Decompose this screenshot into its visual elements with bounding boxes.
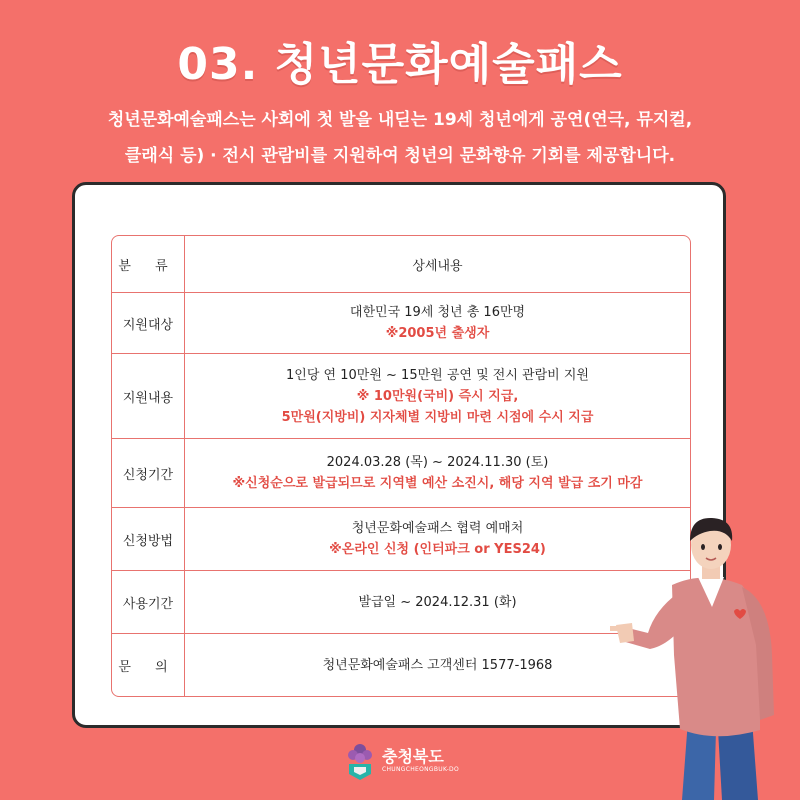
table-row: [112, 439, 690, 508]
detail-line: 청년문화예술패스 협력 예매처: [351, 521, 524, 536]
detail-note: ※2005년 출생자: [385, 326, 490, 341]
intro-line-2: 클래식 등) · 전시 관람비를 지원하여 청년의 문화향유 기회를 제공합니다.: [124, 146, 676, 166]
table-row: [112, 354, 690, 439]
detail-note: ※신청순으로 발급되므로 지역별 예산 소진시, 해당 지역 발급 조기 마감: [232, 476, 643, 491]
detail-line: 청년문화예술패스 고객센터 1577-1968: [322, 657, 553, 673]
detail-line: 2024.03.28 (목) ~ 2024.11.30 (토): [326, 455, 549, 470]
detail-note: ※온라인 신청 (인터파크 or YES24): [329, 542, 546, 557]
row-category: 신청기간: [112, 439, 185, 508]
detail-line: 1인당 연 10만원 ~ 15만원 공연 및 전시 관람비 지원: [286, 367, 589, 383]
table-row: [112, 293, 690, 354]
row-detail: [185, 439, 690, 508]
row-category: 지원내용: [112, 354, 185, 439]
chungcheongbuk-do-logo: [345, 740, 475, 785]
info-table: [111, 235, 691, 697]
logo-subtitle: CHUNGCHEONGBUK-DO: [382, 766, 460, 773]
intro-text: [60, 102, 740, 174]
row-category: 신청방법: [112, 508, 185, 571]
detail-line: 발급일 ~ 2024.12.31 (화): [358, 594, 517, 610]
detail-note: 5만원(지방비) 지자체별 지방비 마련 시점에 수시 지급: [281, 409, 594, 425]
table-header-row: [112, 236, 690, 293]
detail-note: ※ 10만원(국비) 즉시 지급,: [356, 388, 519, 404]
detail-header: 상세내용: [185, 236, 690, 293]
row-category: 문 의: [112, 634, 185, 696]
province-emblem-icon: [345, 740, 375, 782]
table-row: [112, 571, 690, 634]
page-title: 03. 청년문화예술패스: [177, 39, 623, 90]
category-header: 분 류: [112, 236, 185, 293]
intro-line-1: 청년문화예술패스는 사회에 첫 발을 내딛는 19세 청년에게 공연(연극, 뮤지컬,: [107, 110, 693, 130]
row-category: 지원대상: [112, 293, 185, 354]
row-detail: [185, 293, 690, 354]
row-category: 사용기간: [112, 571, 185, 634]
table-row: [112, 508, 690, 571]
detail-line: 대한민국 19세 청년 총 16만명: [349, 305, 526, 320]
logo-name: 충청북도: [382, 747, 444, 766]
row-detail: [185, 354, 690, 439]
table-row: [112, 634, 690, 696]
pointing-person-illustration: [610, 515, 800, 800]
